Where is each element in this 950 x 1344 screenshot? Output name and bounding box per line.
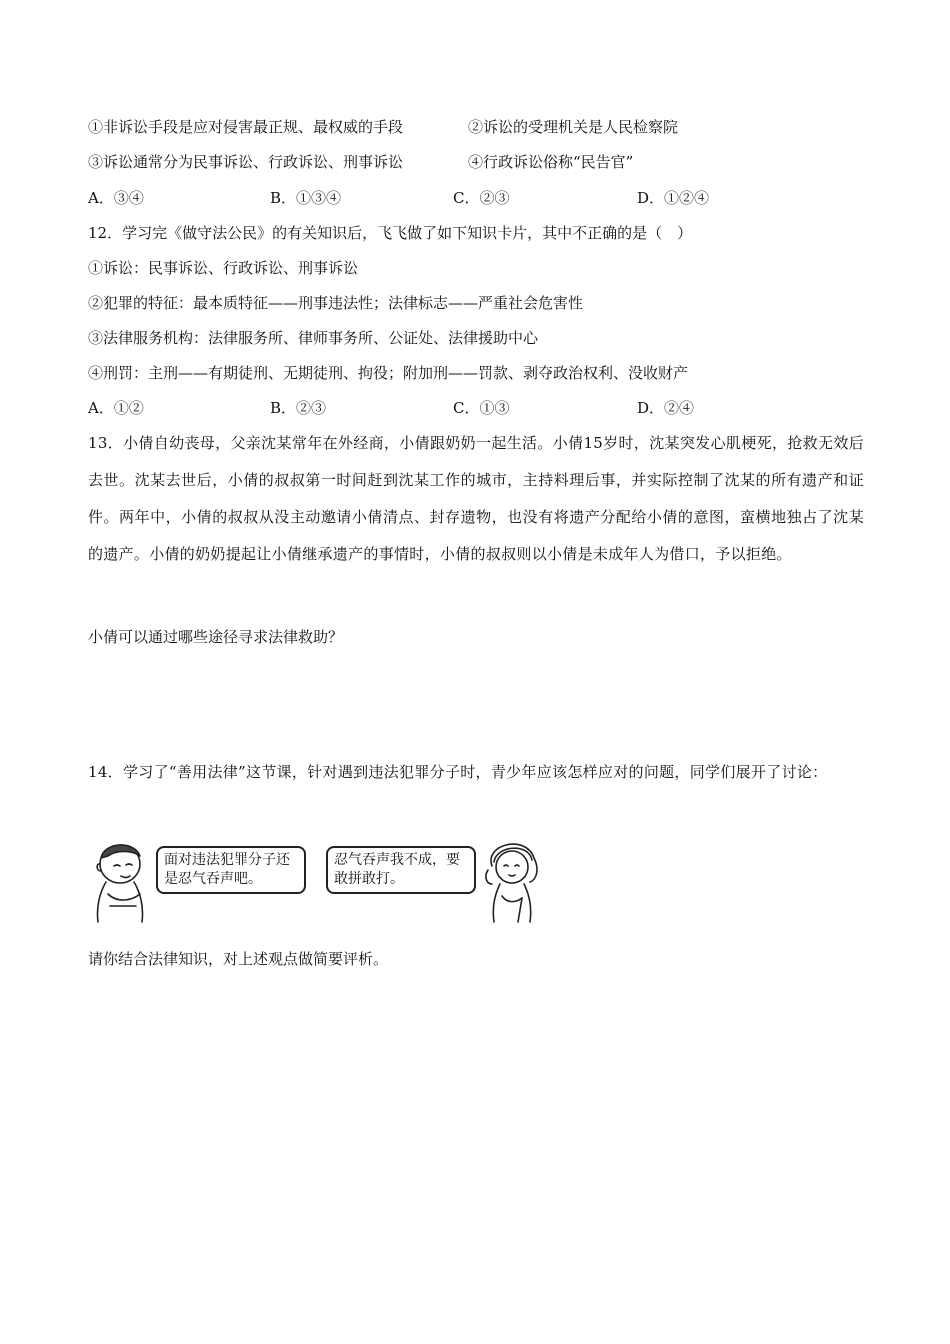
- speech-bubble-left: 面对违法犯罪分子还是忍气吞声吧。: [156, 846, 306, 894]
- speech-bubble-right: 忍气吞声我不成，要敢拼敢打。: [326, 846, 476, 894]
- q11-statements-row-1: [88, 116, 868, 137]
- boy-student-icon: [86, 836, 156, 924]
- q11-statement-1: ①非诉讼手段是应对侵害最正规、最权威的手段: [88, 118, 404, 136]
- q13-passage: 13．小倩自幼丧母，父亲沈某常年在外经商，小倩跟奶奶一起生活。小倩15岁时，沈某突发心肌梗死，抢救无效后去世。沈某去世后，小倩的叔叔第一时间赶到沈某工作的城市，主持料理后事，并实际控制了沈某的所有遗产和证件。两年中，小倩的叔叔从没主动邀请小倩清点、封存遗物，也没有将遗产分配给小倩的意图，蛮横地独占了沈某的遗产。小倩的奶奶提起让小倩继承遗产的事情时，小倩的叔叔则以小倩是未成年人为借口，予以拒绝。: [88, 434, 864, 563]
- girl-student-icon: [478, 836, 548, 924]
- q12-option-b[interactable]: B．②③: [270, 399, 327, 417]
- q13-question: 小倩可以通过哪些途径寻求法律救助？: [88, 628, 344, 646]
- q12-stem: 12．学习完《做守法公民》的有关知识后，飞飞做了如下知识卡片，其中不正确的是（ ）: [88, 224, 693, 242]
- q12-option-a[interactable]: A．①②: [88, 399, 144, 417]
- q12-item-3: ③法律服务机构：法律服务所、律师事务所、公证处、法律援助中心: [88, 329, 539, 347]
- q14-question: 请你结合法律知识，对上述观点做简要评析。: [88, 950, 389, 968]
- q14-stem: 14．学习了“善用法律”这节课，针对遇到违法犯罪分子时，青少年应该怎样应对的问题，同学们展开了讨论：: [88, 763, 828, 781]
- q12-item-2: ②犯罪的特征：最本质特征——刑事违法性；法律标志——严重社会危害性: [88, 294, 584, 312]
- q12-option-d[interactable]: D．②④: [637, 399, 695, 417]
- q12-item-4: ④刑罚：主刑——有期徒刑、无期徒刑、拘役；附加刑——罚款、剥夺政治权利、没收财产: [88, 364, 689, 382]
- q11-option-a[interactable]: A．③④: [88, 189, 144, 207]
- q11-statement-3: ③诉讼通常分为民事诉讼、行政诉讼、刑事诉讼: [88, 153, 404, 171]
- q12-item-1: ①诉讼：民事诉讼、行政诉讼、刑事诉讼: [88, 259, 359, 277]
- q12-option-c[interactable]: C．①③: [453, 399, 510, 417]
- q11-option-c[interactable]: C．②③: [453, 189, 510, 207]
- q11-option-b[interactable]: B．①③④: [270, 189, 342, 207]
- q11-statement-2: ②诉讼的受理机关是人民检察院: [468, 118, 679, 136]
- q11-statements-row-2: [88, 151, 868, 172]
- discussion-cartoon: [86, 836, 546, 926]
- q11-statement-4: ④行政诉讼俗称“民告官”: [468, 153, 634, 171]
- q11-option-d[interactable]: D．①②④: [637, 189, 710, 207]
